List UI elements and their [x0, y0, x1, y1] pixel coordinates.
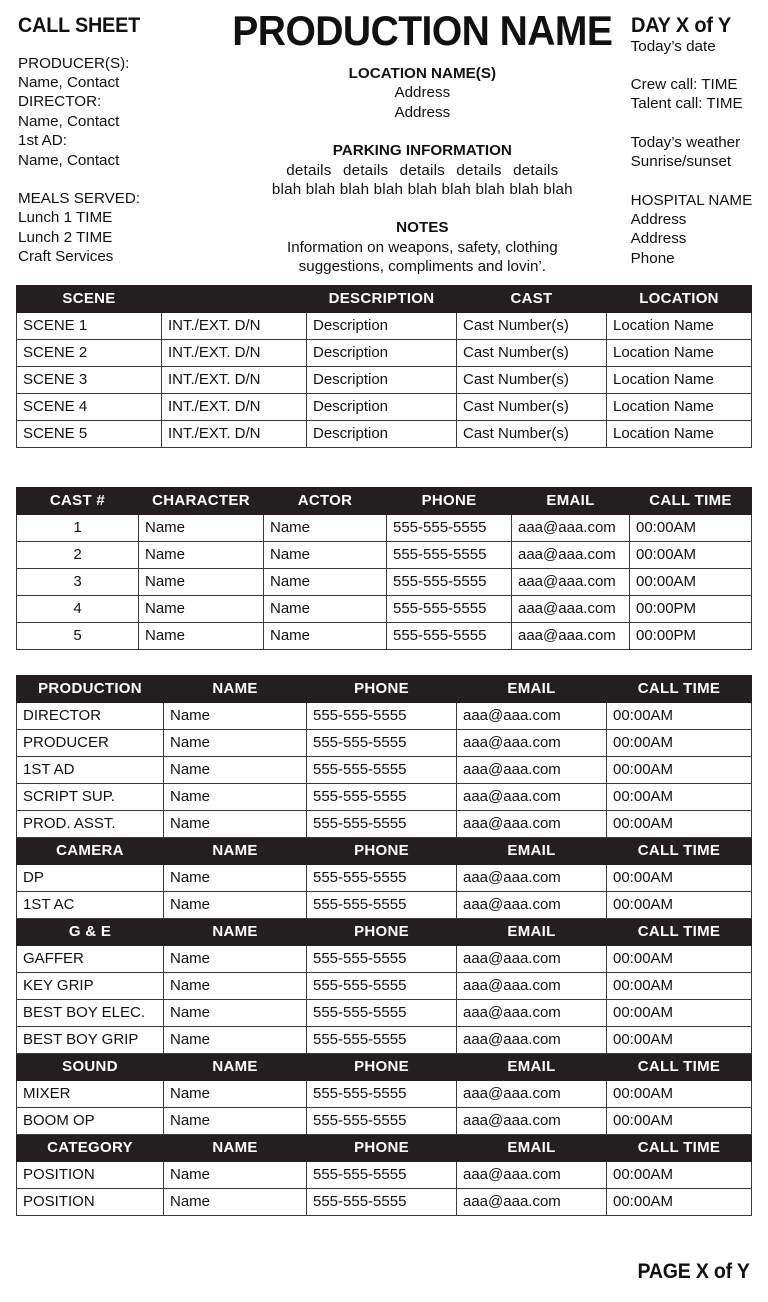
director-value: Name, Contact — [18, 112, 120, 130]
scene-cell: Description — [307, 420, 457, 447]
crew-cell: aaa@aaa.com — [457, 1107, 607, 1134]
cast-cell: Name — [139, 622, 264, 649]
cast-table-head — [17, 487, 752, 514]
gap-scene-cast — [16, 448, 752, 487]
table-row — [17, 420, 752, 447]
scene-table-head — [17, 285, 752, 312]
cast-cell: Name — [139, 541, 264, 568]
table-row — [17, 393, 752, 420]
crew-cell: 555-555-5555 — [307, 756, 457, 783]
crew-cell: Name — [164, 729, 307, 756]
crew-cell: 00:00AM — [607, 729, 752, 756]
center-spacer-1 — [218, 122, 627, 141]
left-spacer — [18, 170, 214, 189]
crew-table-body — [17, 675, 752, 1215]
crew-cell: POSITION — [17, 1161, 164, 1188]
crew-cell: aaa@aaa.com — [457, 945, 607, 972]
crew-cell: 555-555-5555 — [307, 864, 457, 891]
right-spacer-1 — [631, 56, 768, 75]
table-row — [17, 783, 752, 810]
crew-column-header: NAME — [164, 1134, 307, 1161]
location-heading: LOCATION NAME(S) — [348, 65, 497, 82]
cast-table — [16, 487, 752, 650]
scene-cell: SCENE 4 — [17, 393, 162, 420]
scene-cell: Location Name — [607, 312, 752, 339]
right-spacer-3 — [631, 172, 768, 191]
cast-cell: 555-555-5555 — [387, 541, 512, 568]
crew-cell: 555-555-5555 — [307, 783, 457, 810]
crew-cell: aaa@aaa.com — [457, 756, 607, 783]
crew-column-header: PHONE — [307, 675, 457, 702]
cast-cell: 555-555-5555 — [387, 595, 512, 622]
crew-column-header: PHONE — [307, 1134, 457, 1161]
table-row — [17, 339, 752, 366]
cast-cell: aaa@aaa.com — [512, 595, 630, 622]
cast-cell: Name — [139, 595, 264, 622]
scene-column-header: LOCATION — [607, 285, 752, 312]
crew-cell: 555-555-5555 — [307, 810, 457, 837]
scene-cell: Cast Number(s) — [457, 393, 607, 420]
location-address-2: Address — [394, 103, 451, 121]
header-center-column — [214, 7, 631, 277]
table-row — [17, 595, 752, 622]
crew-section-header-row — [17, 675, 752, 702]
table-row — [17, 945, 752, 972]
page-number-footer: PAGE X of Y — [637, 1260, 750, 1283]
table-row — [17, 756, 752, 783]
crew-column-header: EMAIL — [457, 675, 607, 702]
cast-cell: Name — [264, 541, 387, 568]
table-row — [17, 864, 752, 891]
table-row — [17, 999, 752, 1026]
crew-cell: 00:00AM — [607, 1107, 752, 1134]
crew-cell: Name — [164, 1161, 307, 1188]
notes-block — [218, 218, 627, 276]
crew-cell: aaa@aaa.com — [457, 864, 607, 891]
crew-cell: 555-555-5555 — [307, 729, 457, 756]
crew-cell: Name — [164, 864, 307, 891]
table-row — [17, 1161, 752, 1188]
crew-column-header: CALL TIME — [607, 918, 752, 945]
crew-column-header: CAMERA — [17, 837, 164, 864]
cast-header-row — [17, 487, 752, 514]
producer-label: PRODUCER(S): — [18, 54, 130, 72]
crew-cell: DIRECTOR — [17, 702, 164, 729]
scene-cell: Cast Number(s) — [457, 420, 607, 447]
table-row — [17, 568, 752, 595]
scene-cell: Location Name — [607, 366, 752, 393]
scene-column-header: CAST — [457, 285, 607, 312]
crew-column-header: CALL TIME — [607, 1134, 752, 1161]
crew-cell: 1ST AC — [17, 891, 164, 918]
cast-cell: 00:00PM — [630, 595, 752, 622]
crew-column-header: G & E — [17, 918, 164, 945]
scene-cell: INT./EXT. D/N — [162, 366, 307, 393]
crew-tables-wrapper — [16, 675, 752, 1216]
cast-column-header: CALL TIME — [630, 487, 752, 514]
crew-cell: BEST BOY ELEC. — [17, 999, 164, 1026]
cast-cell: Name — [264, 568, 387, 595]
crew-cell: 00:00AM — [607, 999, 752, 1026]
scene-cell: Description — [307, 366, 457, 393]
crew-cell: aaa@aaa.com — [457, 972, 607, 999]
crew-column-header: PHONE — [307, 1053, 457, 1080]
scene-cell: Description — [307, 339, 457, 366]
crew-cell: 00:00AM — [607, 702, 752, 729]
crew-cell: aaa@aaa.com — [457, 810, 607, 837]
crew-cell: Name — [164, 702, 307, 729]
director-label: DIRECTOR: — [18, 93, 102, 111]
crew-cell: 00:00AM — [607, 972, 752, 999]
cast-column-header: CHARACTER — [139, 487, 264, 514]
crew-cell: 555-555-5555 — [307, 1188, 457, 1215]
crew-cell: 555-555-5555 — [307, 999, 457, 1026]
crew-column-header: CALL TIME — [607, 837, 752, 864]
crew-cell: 555-555-5555 — [307, 1107, 457, 1134]
crew-cell: aaa@aaa.com — [457, 1161, 607, 1188]
cast-cell: aaa@aaa.com — [512, 622, 630, 649]
crew-cell: 555-555-5555 — [307, 891, 457, 918]
notes-line-1: Information on weapons, safety, clothing — [286, 238, 558, 256]
crew-cell: 00:00AM — [607, 756, 752, 783]
crew-column-header: NAME — [164, 1053, 307, 1080]
producer-value: Name, Contact — [18, 73, 120, 91]
day-label: DAY X of Y — [630, 13, 731, 37]
crew-cell: aaa@aaa.com — [457, 729, 607, 756]
parking-block — [218, 141, 627, 199]
lunch-2: Lunch 2 TIME — [18, 228, 113, 246]
scene-cell: INT./EXT. D/N — [162, 420, 307, 447]
crew-column-header: EMAIL — [457, 1134, 607, 1161]
hospital-phone: Phone — [630, 249, 675, 267]
crew-cell: BOOM OP — [17, 1107, 164, 1134]
crew-column-header: EMAIL — [457, 1053, 607, 1080]
todays-weather: Today’s weather — [630, 133, 741, 151]
cast-cell: 555-555-5555 — [387, 568, 512, 595]
cast-cell: aaa@aaa.com — [512, 568, 630, 595]
crew-cell: BEST BOY GRIP — [17, 1026, 164, 1053]
cast-cell: 1 — [17, 514, 139, 541]
crew-column-header: PRODUCTION — [17, 675, 164, 702]
center-spacer-2 — [218, 199, 627, 218]
table-row — [17, 514, 752, 541]
cast-column-header: PHONE — [387, 487, 512, 514]
notes-line-2: suggestions, compliments and lovin’. — [298, 258, 547, 276]
crew-column-header: SOUND — [17, 1053, 164, 1080]
crew-cell: aaa@aaa.com — [457, 891, 607, 918]
first-ad-value: Name, Contact — [18, 151, 120, 169]
cast-column-header: EMAIL — [512, 487, 630, 514]
crew-section-header-row — [17, 1053, 752, 1080]
crew-column-header: NAME — [164, 675, 307, 702]
table-row — [17, 810, 752, 837]
cast-cell: Name — [139, 514, 264, 541]
crew-cell: 00:00AM — [607, 1188, 752, 1215]
scene-cell: INT./EXT. D/N — [162, 339, 307, 366]
crew-cell: aaa@aaa.com — [457, 1188, 607, 1215]
crew-cell: Name — [164, 1188, 307, 1215]
cast-cell: 555-555-5555 — [387, 622, 512, 649]
table-row — [17, 972, 752, 999]
cast-table-body — [17, 514, 752, 649]
scene-cell: INT./EXT. D/N — [162, 393, 307, 420]
crew-column-header: PHONE — [307, 837, 457, 864]
todays-date: Today’s date — [630, 37, 716, 55]
crew-section-header-row — [17, 837, 752, 864]
crew-cell: aaa@aaa.com — [457, 999, 607, 1026]
table-row — [17, 622, 752, 649]
crew-section-header-row — [17, 1134, 752, 1161]
hospital-address-2: Address — [630, 230, 687, 248]
scene-table-body — [17, 312, 752, 447]
crew-cell: aaa@aaa.com — [457, 783, 607, 810]
lunch-1: Lunch 1 TIME — [18, 209, 113, 227]
crew-cell: Name — [164, 783, 307, 810]
crew-cell: Name — [164, 891, 307, 918]
call-sheet-title: CALL SHEET — [18, 13, 140, 37]
crew-cell: 00:00AM — [607, 864, 752, 891]
table-row — [17, 1026, 752, 1053]
scene-cell: Location Name — [607, 393, 752, 420]
scene-column-header: DESCRIPTION — [307, 285, 457, 312]
crew-column-header: EMAIL — [457, 837, 607, 864]
craft-services: Craft Services — [18, 248, 114, 266]
scene-column-header: SCENE — [17, 285, 162, 312]
crew-table — [16, 675, 752, 1216]
crew-cell: 00:00AM — [607, 810, 752, 837]
crew-call: Crew call: TIME — [630, 75, 738, 93]
crew-cell: 555-555-5555 — [307, 945, 457, 972]
table-row — [17, 312, 752, 339]
crew-cell: PROD. ASST. — [17, 810, 164, 837]
scene-cell: SCENE 1 — [17, 312, 162, 339]
crew-cell: Name — [164, 945, 307, 972]
crew-column-header: PHONE — [307, 918, 457, 945]
crew-cell: Name — [164, 1107, 307, 1134]
table-row — [17, 541, 752, 568]
cast-cell: Name — [264, 622, 387, 649]
crew-cell: Name — [164, 999, 307, 1026]
crew-cell: Name — [164, 1026, 307, 1053]
first-ad-label: 1st AD: — [18, 132, 67, 150]
scene-cell: Location Name — [607, 339, 752, 366]
scene-cell: Cast Number(s) — [457, 312, 607, 339]
table-row — [17, 1080, 752, 1107]
notes-heading: NOTES — [396, 219, 449, 237]
cast-cell: 00:00AM — [630, 568, 752, 595]
header-right-column — [631, 14, 768, 268]
crew-cell: 555-555-5555 — [307, 1026, 457, 1053]
crew-cell: Name — [164, 810, 307, 837]
meals-served-label: MEALS SERVED: — [18, 190, 141, 207]
crew-cell: SCRIPT SUP. — [17, 783, 164, 810]
crew-cell: KEY GRIP — [17, 972, 164, 999]
crew-cell: 00:00AM — [607, 945, 752, 972]
cast-cell: 00:00PM — [630, 622, 752, 649]
table-row — [17, 702, 752, 729]
header-left-column — [18, 14, 214, 267]
scene-cell: SCENE 3 — [17, 366, 162, 393]
parking-heading: PARKING INFORMATION — [332, 142, 512, 160]
cast-cell: 00:00AM — [630, 514, 752, 541]
hospital-address-1: Address — [630, 211, 687, 228]
crew-cell: POSITION — [17, 1188, 164, 1215]
scene-cell: SCENE 5 — [17, 420, 162, 447]
table-row — [17, 891, 752, 918]
scene-cell: SCENE 2 — [17, 339, 162, 366]
talent-call: Talent call: TIME — [630, 95, 743, 113]
call-sheet-header — [16, 7, 753, 277]
table-row — [17, 1188, 752, 1215]
crew-cell: aaa@aaa.com — [457, 1026, 607, 1053]
cast-cell: aaa@aaa.com — [512, 514, 630, 541]
crew-cell: 00:00AM — [607, 1026, 752, 1053]
table-row — [17, 729, 752, 756]
cast-cell: aaa@aaa.com — [512, 541, 630, 568]
crew-cell: 00:00AM — [607, 1080, 752, 1107]
crew-cell: DP — [17, 864, 164, 891]
right-spacer-2 — [631, 114, 768, 133]
crew-column-header: NAME — [164, 918, 307, 945]
scene-cell: Description — [307, 312, 457, 339]
cast-cell: 4 — [17, 595, 139, 622]
location-address-1: Address — [394, 84, 451, 102]
scene-cell: Description — [307, 393, 457, 420]
crew-cell: 00:00AM — [607, 1161, 752, 1188]
cast-cell: Name — [264, 514, 387, 541]
cast-cell: 555-555-5555 — [387, 514, 512, 541]
cast-cell: 5 — [17, 622, 139, 649]
location-block — [218, 64, 627, 122]
crew-cell: PRODUCER — [17, 729, 164, 756]
cast-cell: 00:00AM — [630, 541, 752, 568]
parking-details-line-1: details details details details details — [286, 161, 559, 179]
crew-cell: 555-555-5555 — [307, 972, 457, 999]
scene-cell: Location Name — [607, 420, 752, 447]
crew-cell: Name — [164, 972, 307, 999]
crew-cell: Name — [164, 1080, 307, 1107]
cast-cell: Name — [139, 568, 264, 595]
crew-column-header: CALL TIME — [607, 675, 752, 702]
hospital-name: HOSPITAL NAME — [630, 191, 753, 209]
cast-cell: 3 — [17, 568, 139, 595]
crew-column-header: CATEGORY — [17, 1134, 164, 1161]
crew-cell: MIXER — [17, 1080, 164, 1107]
scene-cell: Cast Number(s) — [457, 366, 607, 393]
crew-column-header: NAME — [164, 837, 307, 864]
crew-cell: aaa@aaa.com — [457, 1080, 607, 1107]
table-row — [17, 1107, 752, 1134]
scene-column-header — [162, 285, 307, 312]
crew-cell: Name — [164, 756, 307, 783]
scene-schedule-table — [16, 285, 752, 448]
scene-cell: INT./EXT. D/N — [162, 312, 307, 339]
crew-cell: 00:00AM — [607, 891, 752, 918]
crew-column-header: EMAIL — [457, 918, 607, 945]
sunrise-sunset: Sunrise/sunset — [630, 153, 732, 171]
crew-cell: 00:00AM — [607, 783, 752, 810]
cast-column-header: ACTOR — [264, 487, 387, 514]
cast-cell: Name — [264, 595, 387, 622]
production-name-title: PRODUCTION NAME — [232, 7, 613, 54]
crew-cell: aaa@aaa.com — [457, 702, 607, 729]
parking-details-line-2: blah blah blah blah blah blah blah blah blah — [271, 181, 573, 199]
crew-cell: 555-555-5555 — [307, 1161, 457, 1188]
cast-cell: 2 — [17, 541, 139, 568]
scene-cell: Cast Number(s) — [457, 339, 607, 366]
crew-cell: 1ST AD — [17, 756, 164, 783]
scene-header-row — [17, 285, 752, 312]
table-row — [17, 366, 752, 393]
crew-cell: 555-555-5555 — [307, 702, 457, 729]
crew-cell: 555-555-5555 — [307, 1080, 457, 1107]
cast-column-header: CAST # — [17, 487, 139, 514]
crew-column-header: CALL TIME — [607, 1053, 752, 1080]
crew-section-header-row — [17, 918, 752, 945]
crew-cell: GAFFER — [17, 945, 164, 972]
